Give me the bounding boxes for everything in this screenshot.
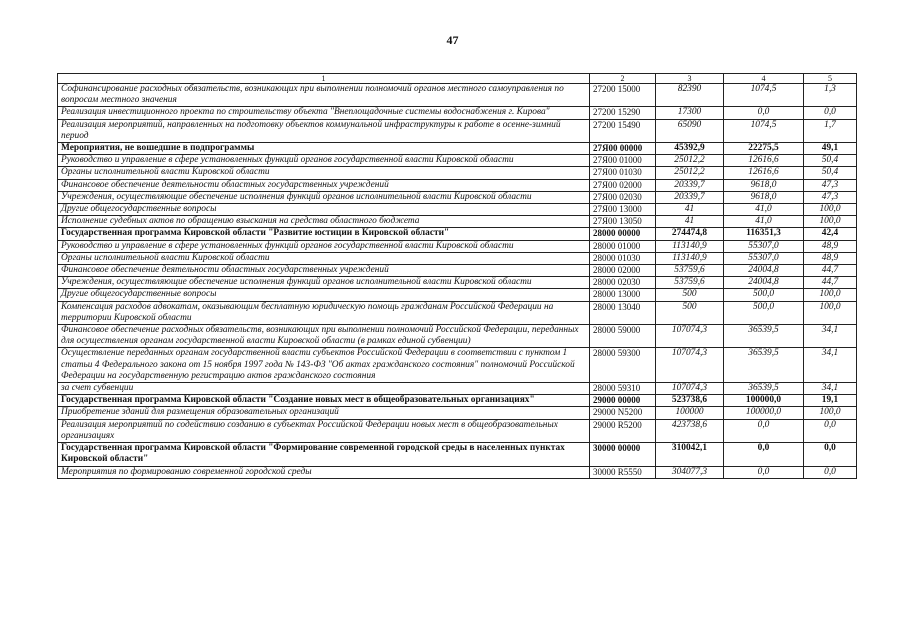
row-value-percent: 47,3 (804, 179, 857, 191)
row-description: Государственная программа Кировской области "Создание новых мест в общеобразовательных организациях" (58, 395, 590, 407)
table-row (58, 107, 857, 119)
row-description: Исполнение судебных актов по обращению взыскания на средства областного бюджета (58, 216, 590, 228)
row-value-executed: 24004,8 (724, 277, 804, 289)
row-value-executed: 1074,5 (724, 84, 804, 107)
row-value-planned: 41 (656, 216, 724, 228)
row-value-executed: 36539,5 (724, 383, 804, 395)
row-value-executed: 100000,0 (724, 395, 804, 407)
row-code: 30000 R5550 (590, 466, 656, 478)
table-row (58, 119, 857, 142)
row-description: Мероприятия, не вошедшие в подпрограммы (58, 143, 590, 155)
table-row (58, 216, 857, 228)
table-row (58, 443, 857, 466)
header-col-4: 4 (724, 74, 804, 84)
table-row (58, 265, 857, 277)
row-code: 28000 13000 (590, 289, 656, 301)
row-code: 27Я00 13050 (590, 216, 656, 228)
row-description: Органы исполнительной власти Кировской области (58, 252, 590, 264)
row-value-executed: 24004,8 (724, 265, 804, 277)
row-value-planned: 45392,9 (656, 143, 724, 155)
row-value-executed: 41,0 (724, 216, 804, 228)
header-col-2: 2 (590, 74, 656, 84)
row-code: 27Я00 01030 (590, 167, 656, 179)
row-value-planned: 113140,9 (656, 252, 724, 264)
row-value-percent: 34,1 (804, 325, 857, 348)
row-description: Мероприятия по формированию современной городской среды (58, 466, 590, 478)
table-row (58, 383, 857, 395)
row-description: Компенсация расходов адвокатам, оказывающим бесплатную юридическую помощь гражданам Российской Федерации на территории Кировской области (58, 301, 590, 324)
row-value-planned: 107074,3 (656, 348, 724, 383)
row-description: Реализация инвестиционного проекта по строительству объекта "Внеплощадочные системы водоснабжения г. Кирова" (58, 107, 590, 119)
row-value-executed: 100000,0 (724, 407, 804, 419)
row-value-percent: 34,1 (804, 348, 857, 383)
row-description: Учреждения, осуществляющие обеспечение исполнения функций органов исполнительной власти Кировской области (58, 191, 590, 203)
row-value-planned: 100000 (656, 407, 724, 419)
row-description: Другие общегосударственные вопросы (58, 289, 590, 301)
table-row (58, 325, 857, 348)
row-value-percent: 100,0 (804, 216, 857, 228)
table-row (58, 348, 857, 383)
row-code: 29000 N5200 (590, 407, 656, 419)
row-code: 28000 59000 (590, 325, 656, 348)
row-value-planned: 53759,6 (656, 277, 724, 289)
row-value-planned: 304077,3 (656, 466, 724, 478)
row-code: 28000 01000 (590, 240, 656, 252)
row-value-percent: 50,4 (804, 155, 857, 167)
row-value-executed: 36539,5 (724, 348, 804, 383)
row-value-planned: 310042,1 (656, 443, 724, 466)
row-value-planned: 274474,8 (656, 228, 724, 240)
row-value-percent: 49,1 (804, 143, 857, 155)
table-row (58, 252, 857, 264)
row-value-percent: 44,7 (804, 265, 857, 277)
row-value-planned: 25012,2 (656, 155, 724, 167)
row-value-planned: 20339,7 (656, 179, 724, 191)
table-row (58, 407, 857, 419)
row-value-executed: 0,0 (724, 443, 804, 466)
row-value-executed: 0,0 (724, 107, 804, 119)
row-value-planned: 41 (656, 204, 724, 216)
row-code: 27200 15490 (590, 119, 656, 142)
row-description: Приобретение зданий для размещения образовательных организаций (58, 407, 590, 419)
row-description: Руководство и управление в сфере установленных функций органов государственной власти Кировской области (58, 155, 590, 167)
row-code: 27Я00 02030 (590, 191, 656, 203)
row-value-executed: 116351,3 (724, 228, 804, 240)
row-value-percent: 0,0 (804, 107, 857, 119)
table-row (58, 84, 857, 107)
row-value-percent: 34,1 (804, 383, 857, 395)
row-value-executed: 0,0 (724, 466, 804, 478)
row-value-executed: 22275,5 (724, 143, 804, 155)
row-code: 30000 00000 (590, 443, 656, 466)
table-row (58, 155, 857, 167)
row-value-percent: 100,0 (804, 407, 857, 419)
row-code: 28000 02030 (590, 277, 656, 289)
row-value-executed: 12616,6 (724, 155, 804, 167)
row-value-planned: 53759,6 (656, 265, 724, 277)
table-row (58, 466, 857, 478)
row-description: Финансовое обеспечение деятельности областных государственных учреждений (58, 179, 590, 191)
table-row (58, 191, 857, 203)
row-value-percent: 44,7 (804, 277, 857, 289)
row-value-percent: 1,3 (804, 84, 857, 107)
row-value-executed: 0,0 (724, 419, 804, 442)
row-code: 29000 00000 (590, 395, 656, 407)
row-value-planned: 500 (656, 301, 724, 324)
table-row (58, 301, 857, 324)
row-value-planned: 523738,6 (656, 395, 724, 407)
header-col-3: 3 (656, 74, 724, 84)
row-description: Осуществление переданных органам государственной власти субъектов Российской Федерации в соответствии с пунктом 1 статьи 4 Федерального закона от 15 ноября 1997 года № 143-ФЗ "Об актах гражданского состояния" полномочий Российской Федерации на государственную регистрацию актов гражданского состояния (58, 348, 590, 383)
row-description: Органы исполнительной власти Кировской области (58, 167, 590, 179)
row-code: 27Я00 01000 (590, 155, 656, 167)
row-value-planned: 25012,2 (656, 167, 724, 179)
row-value-planned: 423738,6 (656, 419, 724, 442)
row-value-percent: 0,0 (804, 443, 857, 466)
row-description: Реализация мероприятий по содействию созданию в субъектах Российской Федерации новых мест в общеобразовательных организациях (58, 419, 590, 442)
header-col-1: 1 (58, 74, 590, 84)
row-value-percent: 1,7 (804, 119, 857, 142)
row-value-executed: 36539,5 (724, 325, 804, 348)
row-code: 27Я00 02000 (590, 179, 656, 191)
row-value-executed: 500,0 (724, 301, 804, 324)
row-value-percent: 100,0 (804, 301, 857, 324)
row-value-executed: 9618,0 (724, 179, 804, 191)
table-row (58, 240, 857, 252)
row-code: 28000 59310 (590, 383, 656, 395)
row-value-executed: 500,0 (724, 289, 804, 301)
table-row (58, 277, 857, 289)
row-code: 28000 13040 (590, 301, 656, 324)
row-description: Финансовое обеспечение расходных обязательств, возникающих при выполнении полномочий Российской Федерации, переданных для осуществления органам государственной власти Кировской области (в рамках единой субвенции) (58, 325, 590, 348)
row-value-executed: 9618,0 (724, 191, 804, 203)
row-description: Государственная программа Кировской области "Формирование современной городской среды в населенных пунктах Кировской области" (58, 443, 590, 466)
row-value-planned: 113140,9 (656, 240, 724, 252)
row-value-planned: 17300 (656, 107, 724, 119)
row-code: 28000 01030 (590, 252, 656, 264)
row-description: Софинансирование расходных обязательств, возникающих при выполнении полномочий органов местного самоуправления по вопросам местного значения (58, 84, 590, 107)
table-header-row (58, 74, 857, 84)
row-value-percent: 48,9 (804, 240, 857, 252)
row-value-executed: 41,0 (724, 204, 804, 216)
table-row (58, 289, 857, 301)
row-description: Учреждения, осуществляющие обеспечение исполнения функций органов исполнительной власти Кировской области (58, 277, 590, 289)
row-description: за счет субвенции (58, 383, 590, 395)
row-code: 28000 02000 (590, 265, 656, 277)
row-code: 27Я00 00000 (590, 143, 656, 155)
row-value-percent: 50,4 (804, 167, 857, 179)
row-value-percent: 0,0 (804, 419, 857, 442)
row-value-percent: 19,1 (804, 395, 857, 407)
row-value-planned: 107074,3 (656, 383, 724, 395)
table-row (58, 228, 857, 240)
header-col-5: 5 (804, 74, 857, 84)
table-row (58, 179, 857, 191)
row-value-planned: 65090 (656, 119, 724, 142)
table-row (58, 204, 857, 216)
row-value-percent: 0,0 (804, 466, 857, 478)
row-code: 27200 15290 (590, 107, 656, 119)
row-code: 28000 59300 (590, 348, 656, 383)
row-description: Финансовое обеспечение деятельности областных государственных учреждений (58, 265, 590, 277)
table-row (58, 167, 857, 179)
row-value-percent: 47,3 (804, 191, 857, 203)
table-row (58, 143, 857, 155)
table-row (58, 395, 857, 407)
row-value-planned: 82390 (656, 84, 724, 107)
row-code: 27Я00 13000 (590, 204, 656, 216)
row-value-planned: 500 (656, 289, 724, 301)
table-row (58, 419, 857, 442)
row-description: Другие общегосударственные вопросы (58, 204, 590, 216)
row-code: 27200 15000 (590, 84, 656, 107)
budget-table (57, 73, 857, 479)
row-value-planned: 107074,3 (656, 325, 724, 348)
page-number: 47 (446, 33, 459, 47)
row-value-planned: 20339,7 (656, 191, 724, 203)
row-value-executed: 12616,6 (724, 167, 804, 179)
row-description: Государственная программа Кировской области "Развитие юстиции в Кировской области" (58, 228, 590, 240)
row-value-percent: 100,0 (804, 204, 857, 216)
row-code: 28000 00000 (590, 228, 656, 240)
row-value-executed: 55307,0 (724, 240, 804, 252)
row-description: Руководство и управление в сфере установленных функций органов государственной власти Кировской области (58, 240, 590, 252)
row-code: 29000 R5200 (590, 419, 656, 442)
row-value-executed: 55307,0 (724, 252, 804, 264)
row-value-executed: 1074,5 (724, 119, 804, 142)
row-value-percent: 48,9 (804, 252, 857, 264)
row-description: Реализация мероприятий, направленных на подготовку объектов коммунальной инфраструктуры к работе в осенне-зимний период (58, 119, 590, 142)
row-value-percent: 42,4 (804, 228, 857, 240)
row-value-percent: 100,0 (804, 289, 857, 301)
